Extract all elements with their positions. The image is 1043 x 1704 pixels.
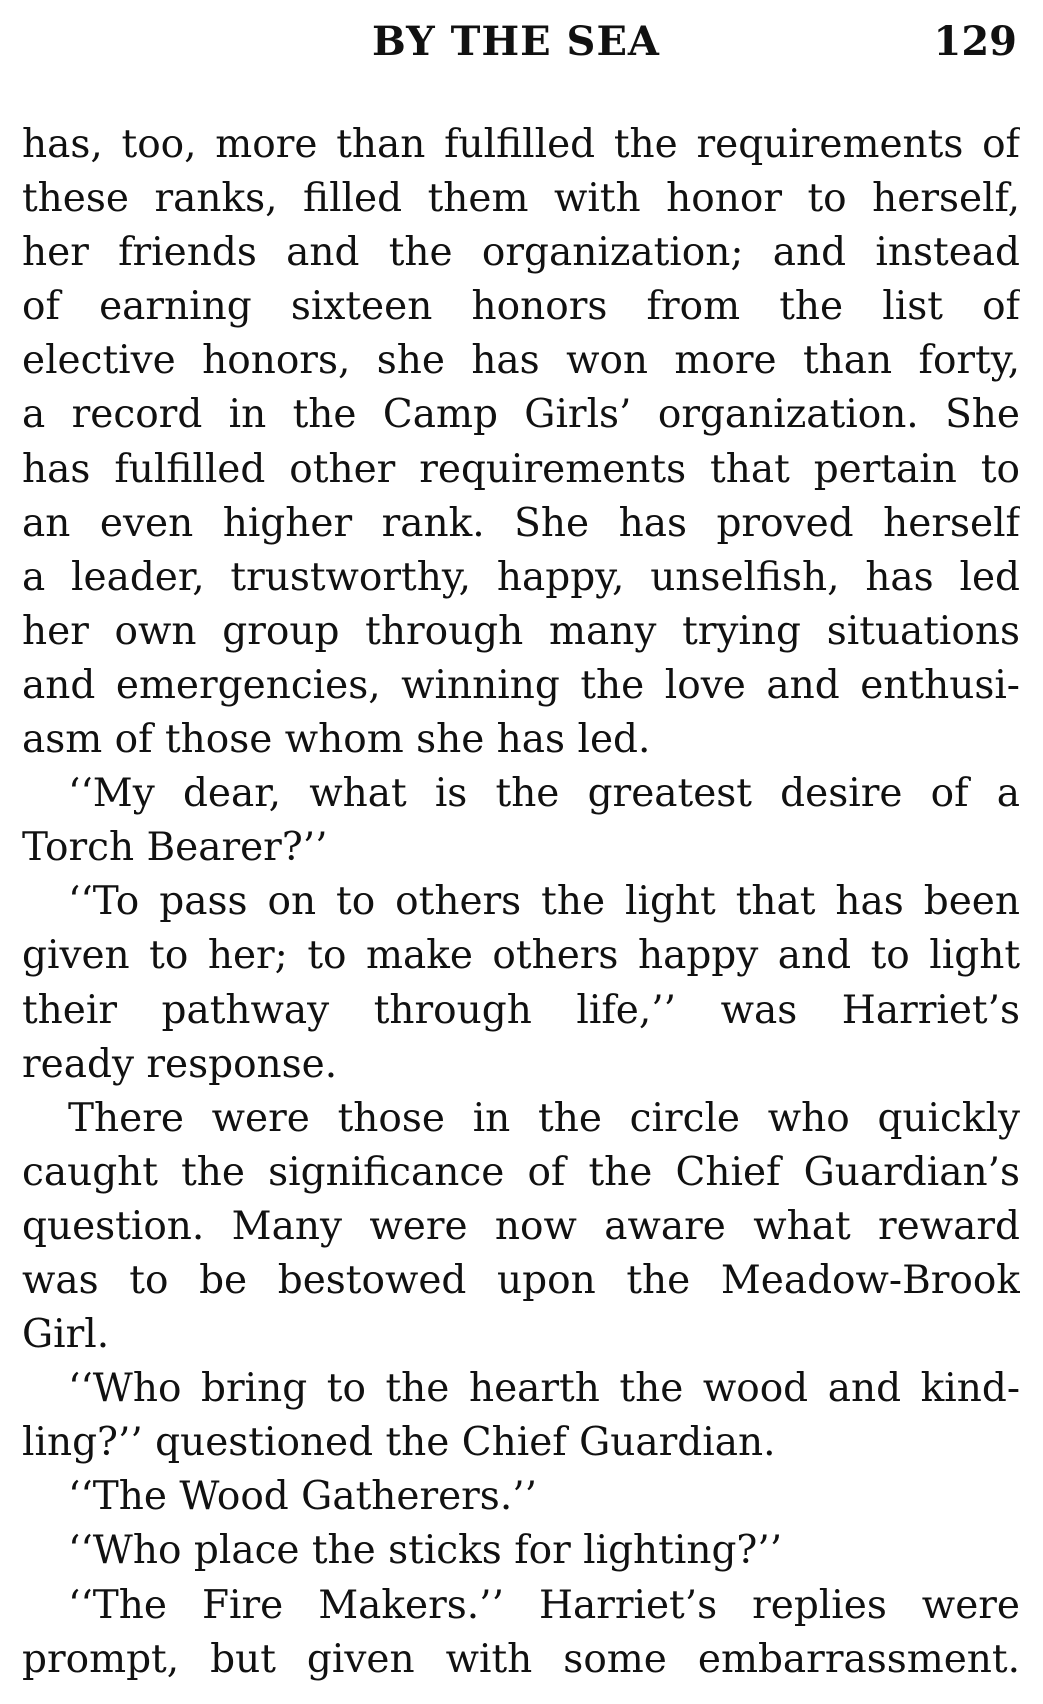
text-line: their pathway through life,’’ was Harriet’s (22, 987, 1020, 1033)
text-line: her own group through many trying situations (22, 608, 1020, 654)
text-line: ‘‘The Fire Makers.’’ Harriet’s replies were (68, 1582, 1020, 1628)
text-line: Girl. (22, 1312, 110, 1358)
text-line: ‘‘My dear, what is the greatest desire of a (68, 771, 1020, 817)
text-line: ling?’’ questioned the Chief Guardian. (22, 1420, 776, 1466)
text-line: has, too, more than fulfilled the requirements of (22, 122, 1020, 167)
text-line: There were those in the circle who quickly (68, 1095, 1020, 1141)
text-line: an even higher rank. She has proved herself (22, 500, 1020, 546)
page-number: 129 (933, 18, 1017, 65)
text-line: question. Many were now aware what reward (22, 1203, 1020, 1249)
text-line: ‘‘The Wood Gatherers.’’ (68, 1474, 538, 1520)
text-line: given to her; to make others happy and to light (22, 933, 1020, 979)
text-line: was to be bestowed upon the Meadow-Brook (22, 1257, 1020, 1303)
text-line: asm of those whom she has led. (22, 717, 651, 763)
text-line: ready response. (22, 1041, 338, 1087)
text-line: of earning sixteen honors from the list of (22, 284, 1020, 330)
text-line: has fulfilled other requirements that pertain to (22, 446, 1020, 492)
running-head: BY THE SEA (372, 18, 660, 65)
text-line: caught the significance of the Chief Guardian’s (22, 1149, 1020, 1195)
text-line: her friends and the organization; and instead (22, 230, 1020, 276)
text-line: Torch Bearer?’’ (22, 825, 328, 871)
text-line: ‘‘To pass on to others the light that has been (68, 879, 1020, 925)
body-text (22, 118, 1020, 1687)
text-line: a leader, trustworthy, happy, unselfish, has led (22, 554, 1020, 600)
text-line: ‘‘Who bring to the hearth the wood and kind- (68, 1366, 1020, 1412)
text-line: a record in the Camp Girls’ organization. She (22, 392, 1020, 438)
page-header (0, 14, 1043, 74)
text-line: ‘‘Who place the sticks for lighting?’’ (68, 1528, 783, 1574)
text-line: prompt, but given with some embarrassment. (22, 1636, 1020, 1682)
text-line: these ranks, filled them with honor to herself, (22, 176, 1020, 222)
text-line: elective honors, she has won more than forty, (22, 338, 1020, 384)
text-line: and emergencies, winning the love and enthusi- (22, 662, 1020, 708)
